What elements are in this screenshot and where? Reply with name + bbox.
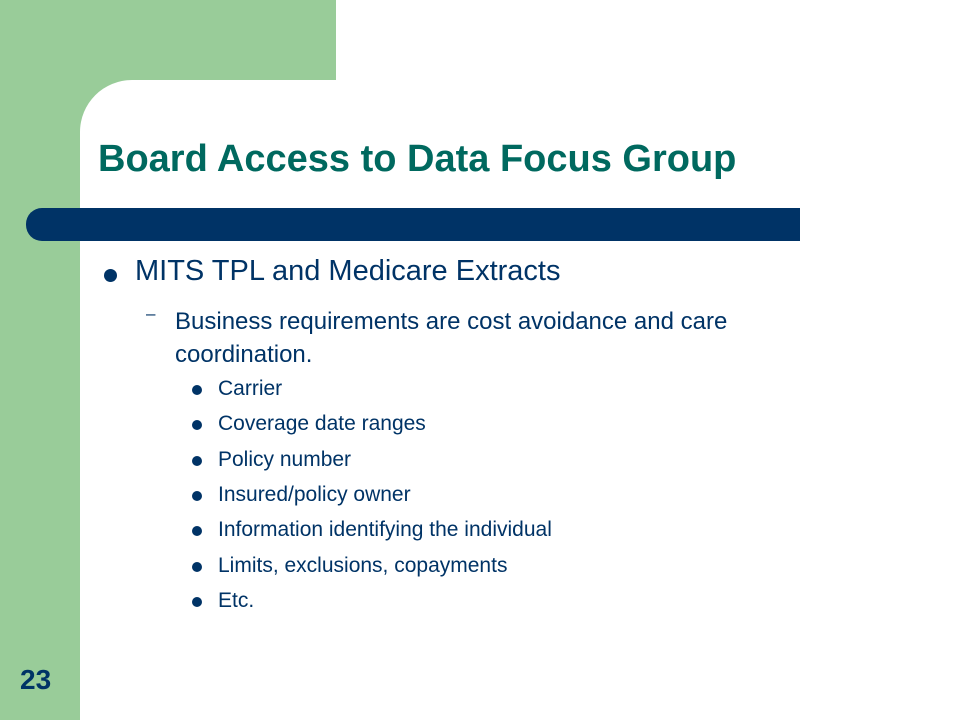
list-item-text: Policy number <box>218 448 352 471</box>
bullet-level1-text: MITS TPL and Medicare Extracts <box>135 255 561 287</box>
bullet-dot-icon <box>192 456 202 466</box>
bullet-level2-text: Business requirements are cost avoidance and care coordination. <box>175 308 728 368</box>
list-item-text: Etc. <box>218 589 255 612</box>
bullet-dot-icon <box>192 526 202 536</box>
green-top-band <box>0 0 336 80</box>
list-item-text: Limits, exclusions, copayments <box>218 554 508 577</box>
slide-title: Board Access to Data Focus Group <box>98 138 737 180</box>
list-item-text: Carrier <box>218 377 283 400</box>
bullet-dot-icon <box>104 269 117 282</box>
dash-icon: – <box>146 304 156 323</box>
list-item-text: Coverage date ranges <box>218 412 426 435</box>
title-underline-bar <box>26 208 800 241</box>
green-side-band <box>0 0 80 720</box>
list-item-text: Insured/policy owner <box>218 483 411 506</box>
bullet-dot-icon <box>192 597 202 607</box>
bullet-dot-icon <box>192 491 202 501</box>
bullet-dot-icon <box>192 420 202 430</box>
bullet-dot-icon <box>192 562 202 572</box>
list-item-text: Information identifying the individual <box>218 518 552 541</box>
slide-number: 23 <box>20 664 52 695</box>
bullet-dot-icon <box>192 385 202 395</box>
